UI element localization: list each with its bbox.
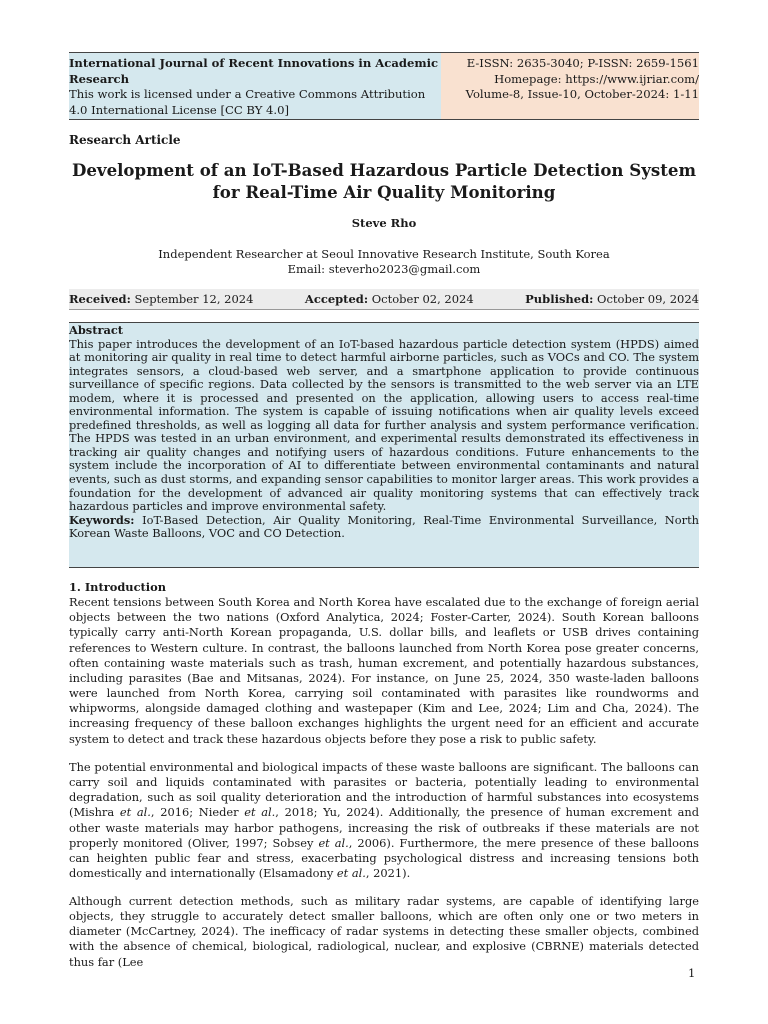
article-type: Research Article [69,133,181,147]
homepage-text: Homepage: https://www.ijriar.com/ [494,71,699,86]
published-date [525,292,699,306]
p2-part-e: , 2021). [365,866,411,881]
keywords-text: IoT-Based Detection, Air Quality Monitoring, Real-Time Environmental Surveillance, North Korean Waste Balloons, VOC and CO Detection. [69,512,699,541]
published-value: October 09, 2024 [597,292,699,306]
header-left-panel [69,53,441,119]
affiliation: Independent Researcher at Seoul Innovative Research Institute, South Korea [158,247,610,261]
page-number: 1 [688,966,696,980]
journal-header [69,52,699,120]
intro-paragraph-2 [69,760,699,881]
received-label: Received: [69,292,131,306]
etal-2: et al. [244,805,276,820]
keywords-label: Keywords: [69,512,135,527]
abstract-text: This paper introduces the development of an IoT-based hazardous particle detection system (HPDS) aimed at monitoring air quality in real time to detect harmful airborne particles, such as VOCs and CO. The system integrates sensors, a cloud-based web server, and a smartphone application to provide continuous surveillance of specific regions. Data collected by the sensors is transmitted to the web server via an LTE modem, where it is processed and presented on the application, allowing users to access real-time environmental information. The system is capable of issuing notifications when air quality levels exceed predefined thresholds, as well as logging all data for further analysis and system performance verification. The HPDS was tested in an urban environment, and experimental results demonstrated its effectiveness in tracking air quality changes and notifying users of hazardous conditions. Future enhancements to the system include the incorporation of AI to differentiate between environmental contaminants and natural events, such as dust storms, and expanding sensor capabilities to monitor larger areas. This work provides a foundation for the development of advanced air quality monitoring systems that can effectively track hazardous particles and improve environmental safety. [69,336,699,514]
author-email: Email: steverho2023@gmail.com [287,262,481,276]
received-date [69,292,253,306]
abstract-heading: Abstract [69,323,124,337]
received-value: September 12, 2024 [134,292,254,306]
issn-text: E-ISSN: 2635-3040; P-ISSN: 2659-1561 [466,56,699,70]
etal-4: et al. [336,866,366,881]
abstract-box [69,322,699,568]
license-text: This work is licensed under a Creative Commons Attribution 4.0 International License [CC BY 4.0] [69,87,426,117]
author-name: Steve Rho [351,216,417,230]
header-right-panel [441,53,699,119]
intro-paragraph-1: Recent tensions between South Korea and North Korea have escalated due to the exchange of foreign aerial objects between the two nations (Oxford Analytica, 2024; Foster-Carter, 2024). South Korean balloons typically carry anti-North Korean propaganda, U.S. dollar bills, and leaflets or USB drives containing references to Western culture. In contrast, the balloons launched from North Korea pose greater concerns, often containing waste materials such as trash, human excrement, and potentially hazardous substances, including parasites (Bae and Mitsanas, 2024). For instance, on June 25, 2024, 350 waste-laden balloons were launched from North Korea, carrying soil contaminated with parasites like roundworms and whipworms, alongside damaged clothing and wastepaper (Kim and Lee, 2024; Lim and Cha, 2024). The increasing frequency of these balloon exchanges highlights the urgent need for an efficient and accurate system to detect and track these hazardous objects before they pose a risk to public safety. [69,595,699,746]
introduction-heading: 1. Introduction [69,580,166,594]
dates-bar [69,289,699,310]
volume-text: Volume-8, Issue-10, October-2024: 1-11 [465,87,699,102]
etal-3: et al. [318,835,349,850]
introduction-section [69,580,699,747]
paper-title: Development of an IoT-Based Hazardous Particle Detection System for Real-Time Air Quality Monitoring [71,160,697,202]
p2-part-b: , 2016; Nieder [150,805,245,820]
p2-part-c: , 2018; Yu, 2024). Additionally, the presence of human excrement and other waste materials may harbor pathogens, increasing the risk of outbreaks if these materials are not properly monitored (Oliver, 1997; Sobsey [69,805,700,850]
published-label: Published: [525,292,594,306]
accepted-label: Accepted: [304,292,369,306]
keywords-line [69,514,699,541]
accepted-value: October 02, 2024 [371,292,474,306]
intro-paragraph-3: Although current detection methods, such as military radar systems, are capable of identifying large objects, they struggle to accurately detect smaller balloons, which are often only one or two meters in diameter (McCartney, 2024). The inefficacy of radar systems in detecting these smaller objects, combined with the absence of chemical, biological, radiological, nuclear, and explosive (CBRNE) materials detected thus far (Lee [69,894,699,969]
p2-part-d: , 2006). Furthermore, the mere presence of these balloons can heighten public fear and stress, exacerbating psychological distress and increasing tensions both domestically and internationally (Elsamadony [69,835,699,881]
author-affiliation-block [69,247,699,277]
journal-name: International Journal of Recent Innovations in Academic Research [69,56,439,86]
etal-1: et al. [119,805,151,820]
p2-part-a: The potential environmental and biological impacts of these waste balloons are significant. The balloons can carry soil and liquids contaminated with parasites or bacteria, potentially leading to environmental degradation, such as soil quality deterioration and the introduction of harmful substances into ecosystems (Mishra [69,760,699,820]
accepted-date [305,292,474,306]
